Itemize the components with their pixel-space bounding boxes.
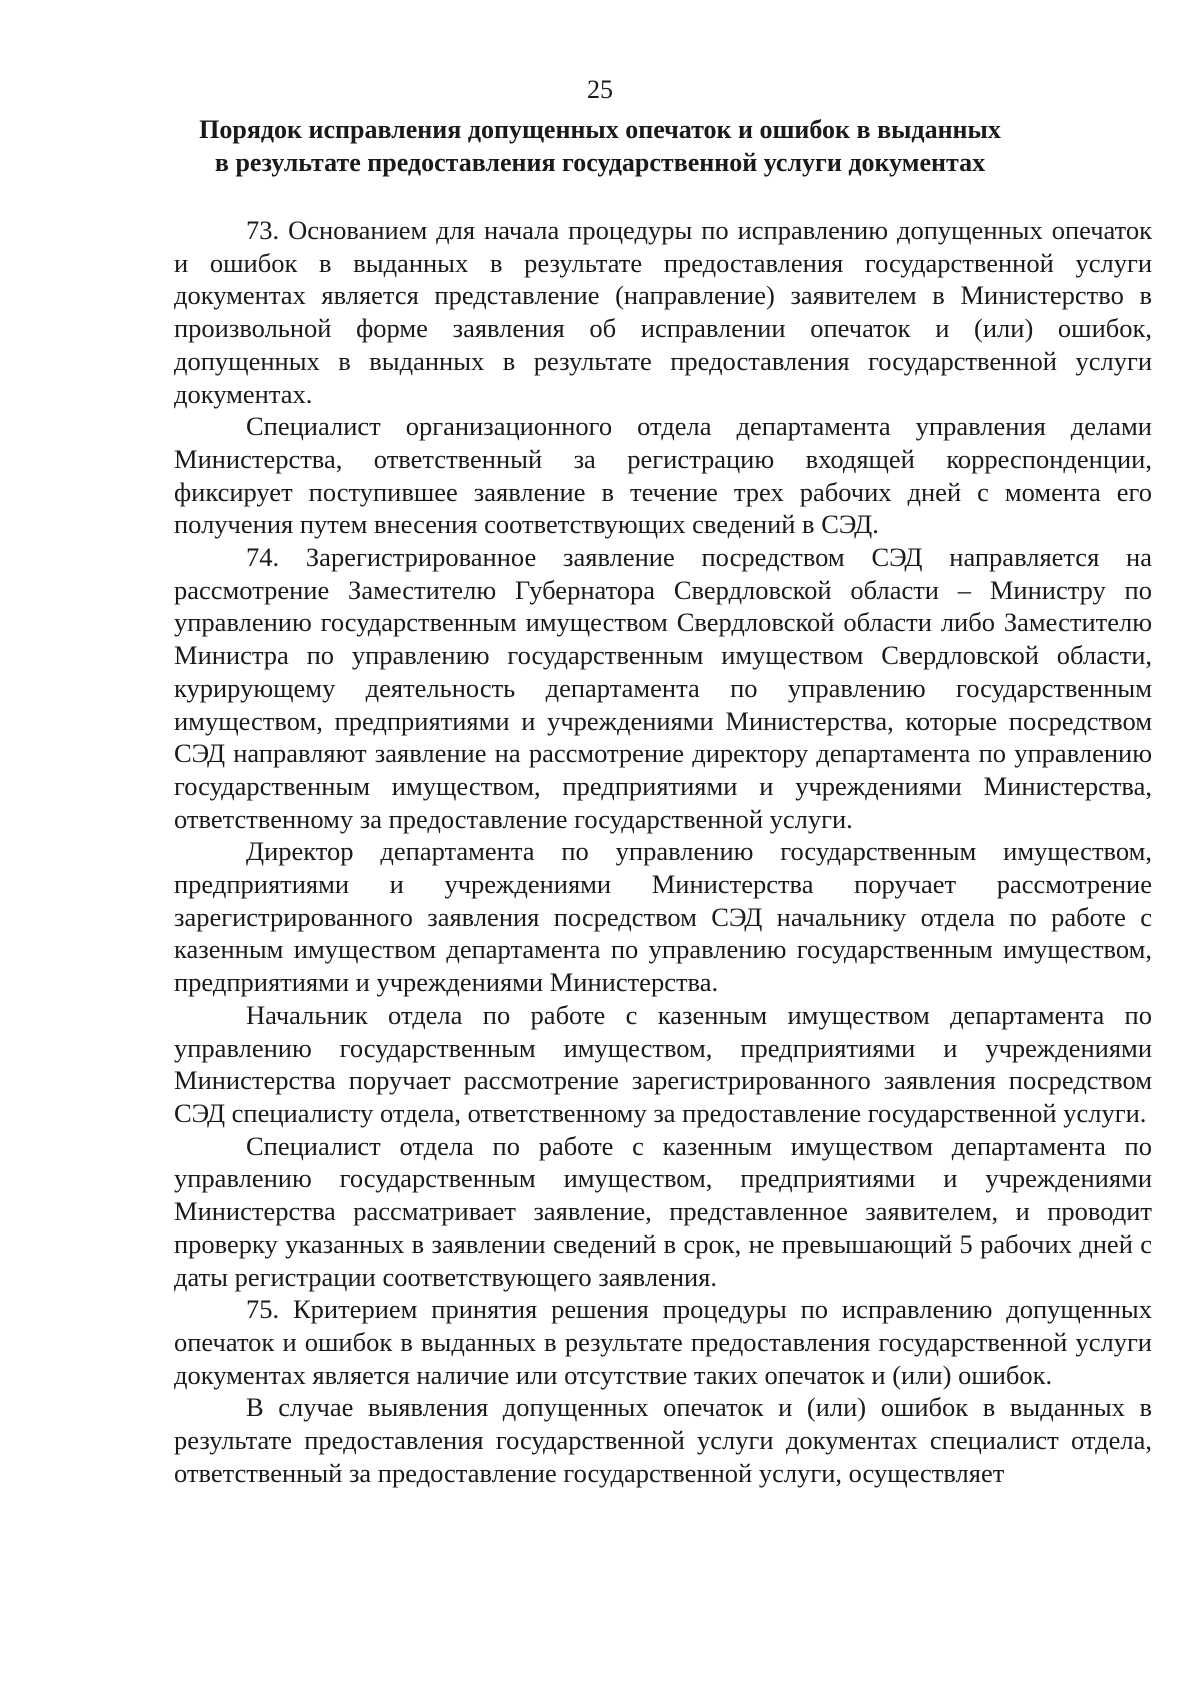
- paragraph-74-director: Директор департамента по управлению государственным имуществом, предприятиями и учреждениями Министерства поручает рассмотрение зарегистрированного заявления посредством СЭД начальнику отдела по работе с казенным имуществом департамента по управлению государственным имуществом, предприятиями и учреждениями Министерства.: [174, 836, 1152, 998]
- document-body: [174, 214, 1152, 1489]
- paragraph-73: 73. Основанием для начала процедуры по исправлению допущенных опечаток и ошибок в выданных в результате предоставления государственной услуги документах является представление (направление) заявителем в Министерство в произвольной форме заявления об исправлении опечаток и (или) ошибок, допущенных в выданных в результате предоставления государственной услуги документах.: [174, 215, 1152, 409]
- section-heading: [0, 113, 1200, 179]
- paragraph-75-errors-found: В случае выявления допущенных опечаток и (или) ошибок в выданных в результате предоставления государственной услуги документах специалист отдела, ответственный за предоставление государственной услуги, осуществляет: [174, 1392, 1152, 1488]
- paragraph-74-head-of-department: Начальник отдела по работе с казенным имуществом департамента по управлению государственным имуществом, предприятиями и учреждениями Министерства поручает рассмотрение зарегистрированного заявления посредством СЭД специалисту отдела, ответственному за предоставление государственной услуги.: [174, 999, 1152, 1128]
- paragraph-74: 74. Зарегистрированное заявление посредством СЭД направляется на рассмотрение Заместителю Губернатора Свердловской области – Министру по управлению государственным имуществом Свердловской области либо Заместителю Министра по управлению государственным имуществом Свердловской области, курирующему деятельность департамента по управлению государственным имуществом, предприятиями и учреждениями Министерства, которые посредством СЭД направляют заявление на рассмотрение директору департамента по управлению государственным имуществом, предприятиями и учреждениями Министерства, ответственному за предоставление государственной услуги.: [174, 542, 1152, 834]
- paragraph-73-registration: Специалист организационного отдела департамента управления делами Министерства, ответственный за регистрацию входящей корреспонденции, фиксирует поступившее заявление в течение трех рабочих дней с момента его получения путем внесения соответствующих сведений в СЭД.: [174, 411, 1152, 540]
- section-heading-line-2: в результате предоставления государственной услуги документах: [214, 148, 986, 177]
- page-number: 25: [587, 75, 613, 104]
- paragraph-75: 75. Критерием принятия решения процедуры по исправлению допущенных опечаток и ошибок в выданных в результате предоставления государственной услуги документах является наличие или отсутствие таких опечаток и (или) ошибок.: [174, 1294, 1152, 1390]
- paragraph-74-specialist: Специалист отдела по работе с казенным имуществом департамента по управлению государственным имуществом, предприятиями и учреждениями Министерства рассматривает заявление, представленное заявителем, и проводит проверку указанных в заявлении сведений в срок, не превышающий 5 рабочих дней с даты регистрации соответствующего заявления.: [174, 1130, 1152, 1292]
- section-heading-line-1: Порядок исправления допущенных опечаток и ошибок в выданных: [199, 115, 1001, 144]
